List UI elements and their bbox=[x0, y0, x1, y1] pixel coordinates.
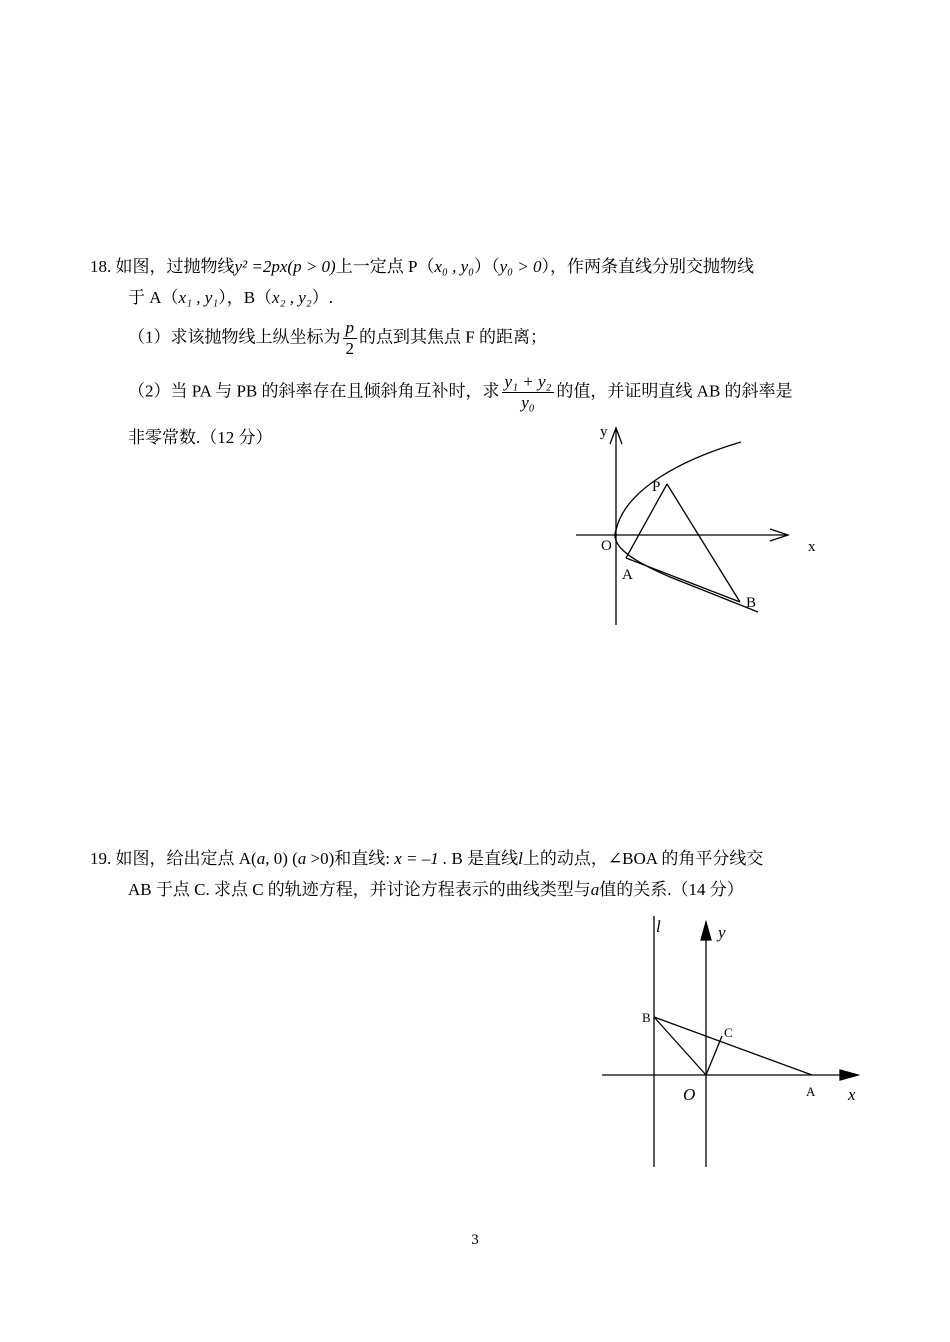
q18-part2: （2）当 PA 与 PB 的斜率存在且倾斜角互补时，求 $\frac{\text{y₁ + y₂}}{\text{y₀}}$ 的值，并证明直线 AB 的斜率是 bbox=[128, 372, 793, 412]
q18-number: 18. bbox=[90, 257, 112, 276]
page-number: 3 bbox=[471, 1232, 479, 1248]
label-o: O bbox=[601, 538, 612, 554]
segment-ba bbox=[654, 1017, 812, 1075]
label-p: P bbox=[652, 479, 661, 495]
label-x: x bbox=[808, 539, 816, 555]
point-p-coords: x₀ , y₀ bbox=[434, 257, 475, 276]
label-y: y bbox=[600, 424, 608, 440]
q18-line1: 18. 如图，过抛物线y² =2px(p > 0)上一定点 P（x₀ , y₀）（y₀ > 0），作两条直线分别交抛物线 bbox=[90, 257, 755, 276]
segment-oc bbox=[706, 1036, 722, 1075]
fraction-y-sum-over-y0: $\frac{\text{y₁ + y₂}}{\text{y₀}}$ bbox=[502, 372, 555, 413]
segment-bo bbox=[654, 1017, 706, 1075]
parabola-equation: y² =2px(p > 0) bbox=[234, 257, 336, 276]
q19-line1: 19. 如图，给出定点 A(a, 0) (a >0)和直线: x = –1 . B 是直线l上的动点，∠BOA 的角平分线交 bbox=[90, 849, 764, 868]
p-condition: y₀ > 0 bbox=[499, 257, 542, 276]
label-b: B bbox=[642, 1010, 651, 1025]
label-c: C bbox=[724, 1025, 733, 1040]
q18-line2: 于 A（x₁ , y₁），B（x₂ , y₂）. bbox=[128, 288, 333, 307]
label-a: A bbox=[622, 567, 633, 583]
label-b: B bbox=[746, 595, 757, 611]
label-o: O bbox=[683, 1085, 696, 1104]
q18-part1: （1）求该抛物线上纵坐标为 $\frac{p}{2}$ 的点到其焦点 F 的距离； bbox=[128, 318, 547, 358]
parabola-curve bbox=[615, 442, 758, 612]
label-x: x bbox=[848, 1085, 856, 1104]
q19-figure bbox=[600, 912, 870, 1172]
point-b-coords: x₂ , y₂ bbox=[272, 288, 312, 307]
fraction-p-over-2: $\frac{p}{2}$ bbox=[343, 318, 358, 359]
q19-number: 19. bbox=[90, 849, 112, 868]
label-a: A bbox=[806, 1084, 816, 1099]
point-a-coords: x₁ , y₁ bbox=[178, 288, 219, 307]
x-axis-arrow-icon bbox=[840, 1070, 858, 1080]
label-l: l bbox=[656, 917, 661, 936]
q18-part2-cont: 非零常数.（12 分） bbox=[128, 428, 273, 447]
segment-pb bbox=[667, 484, 740, 602]
q19-line2: AB 于点 C. 求点 C 的轨迹方程，并讨论方程表示的曲线类型与a值的关系.（14 分） bbox=[128, 880, 744, 899]
y-axis-arrow-icon bbox=[701, 922, 711, 940]
line-equation: x = –1 . bbox=[394, 849, 448, 868]
segment-ab bbox=[626, 558, 740, 602]
q18-figure bbox=[570, 420, 830, 630]
label-y: y bbox=[718, 923, 726, 942]
segment-pa bbox=[626, 484, 667, 558]
